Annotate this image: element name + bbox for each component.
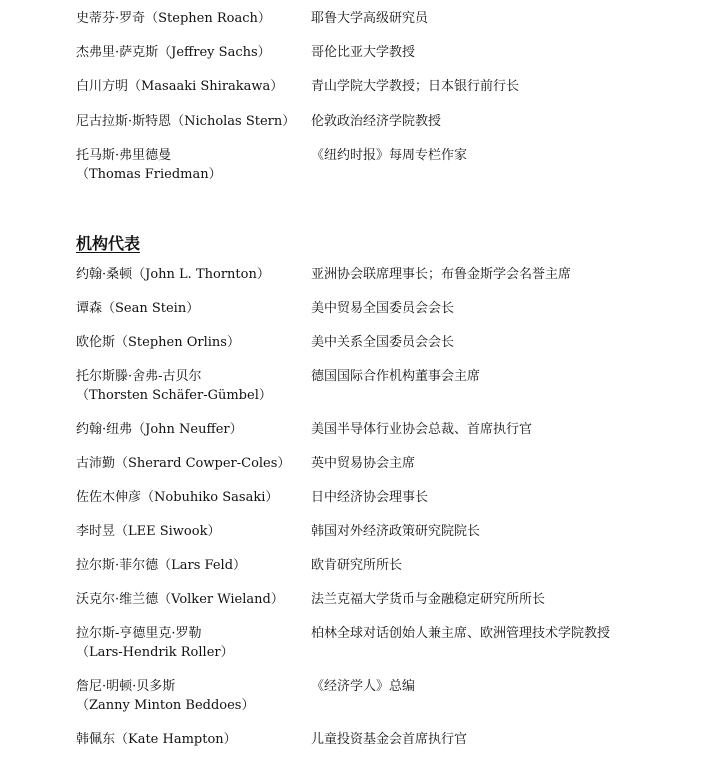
person-name-line: 欧伦斯（Stephen Orlins） bbox=[76, 335, 240, 350]
person-name-line: 尼古拉斯·斯特恩（Nicholas Stern） bbox=[76, 114, 296, 129]
person-role: 《纽约时报》每周专栏作家 bbox=[311, 148, 468, 163]
person-name-line: 托尔斯滕·舍弗-古贝尔 bbox=[76, 369, 202, 384]
person-name-line: 史蒂芬·罗奇（Stephen Roach） bbox=[76, 11, 271, 26]
person-name-line-english: （Zanny Minton Beddoes） bbox=[76, 698, 255, 713]
person-name bbox=[76, 299, 306, 318]
person-name bbox=[76, 556, 306, 575]
person-name bbox=[76, 677, 306, 715]
person-name-line: 韩佩东（Kate Hampton） bbox=[76, 732, 237, 747]
person-name-line: 拉尔斯·菲尔德（Lars Feld） bbox=[76, 558, 247, 573]
person-name bbox=[76, 420, 306, 439]
person-role: 欧肯研究所所长 bbox=[311, 558, 403, 573]
person-role: 青山学院大学教授；日本银行前行长 bbox=[311, 79, 520, 94]
person-name bbox=[76, 730, 306, 749]
person-role: 韩国对外经济政策研究院院长 bbox=[311, 524, 481, 539]
person-name bbox=[76, 624, 306, 662]
person-role: 柏林全球对话创始人兼主席、欧洲管理技术学院教授 bbox=[311, 626, 611, 641]
person-role: 德国国际合作机构董事会主席 bbox=[311, 369, 481, 384]
person-name-line: 托马斯·弗里德曼 bbox=[76, 148, 172, 163]
person-name bbox=[76, 9, 306, 28]
person-name-line: 约翰·桑顿（John L. Thornton） bbox=[76, 267, 270, 282]
person-name bbox=[76, 77, 306, 96]
person-name bbox=[76, 333, 306, 352]
person-name-line: 李时昱（LEE Siwook） bbox=[76, 524, 221, 539]
person-name bbox=[76, 454, 306, 473]
person-role: 伦敦政治经济学院教授 bbox=[311, 114, 442, 129]
person-role: 法兰克福大学货币与金融稳定研究所所长 bbox=[311, 592, 546, 607]
person-name bbox=[76, 43, 306, 62]
person-name-line: 佐佐木伸彦（Nobuhiko Sasaki） bbox=[76, 490, 279, 505]
person-role: 哥伦比亚大学教授 bbox=[311, 45, 416, 60]
person-role: 英中贸易协会主席 bbox=[311, 456, 416, 471]
person-role: 美中贸易全国委员会会长 bbox=[311, 301, 455, 316]
person-name-line: 谭森（Sean Stein） bbox=[76, 301, 200, 316]
section-heading: 机构代表 bbox=[76, 234, 141, 253]
person-name-line: 约翰·纽弗（John Neuffer） bbox=[76, 422, 243, 437]
person-name-line-english: （Thorsten Schäfer-Gümbel） bbox=[76, 388, 272, 403]
person-name-line: 白川方明（Masaaki Shirakawa） bbox=[76, 79, 284, 94]
person-name bbox=[76, 590, 306, 609]
person-name-line: 詹尼·明顿·贝多斯 bbox=[76, 679, 176, 694]
person-role: 耶鲁大学高级研究员 bbox=[311, 11, 429, 26]
person-role: 美中关系全国委员会会长 bbox=[311, 335, 455, 350]
person-name bbox=[76, 488, 306, 507]
person-role: 亚洲协会联席理事长；布鲁金斯学会名誉主席 bbox=[311, 267, 572, 282]
person-name bbox=[76, 146, 306, 184]
person-role: 《经济学人》总编 bbox=[311, 679, 416, 694]
person-role: 美国半导体行业协会总裁、首席执行官 bbox=[311, 422, 533, 437]
person-name-line-english: （Lars-Hendrik Roller） bbox=[76, 645, 234, 660]
person-name-line: 沃克尔·维兰德（Volker Wieland） bbox=[76, 592, 284, 607]
person-name bbox=[76, 265, 306, 284]
person-name bbox=[76, 522, 306, 541]
person-name-line-english: （Thomas Friedman） bbox=[76, 167, 222, 182]
person-name-line: 杰弗里·萨克斯（Jeffrey Sachs） bbox=[76, 45, 271, 60]
person-name bbox=[76, 112, 306, 131]
person-name-line: 古沛勤（Sherard Cowper-Coles） bbox=[76, 456, 291, 471]
person-name-line: 拉尔斯-亨德里克·罗勒 bbox=[76, 626, 202, 641]
person-name bbox=[76, 367, 306, 405]
person-role: 日中经济协会理事长 bbox=[311, 490, 429, 505]
person-role: 儿童投资基金会首席执行官 bbox=[311, 732, 468, 747]
